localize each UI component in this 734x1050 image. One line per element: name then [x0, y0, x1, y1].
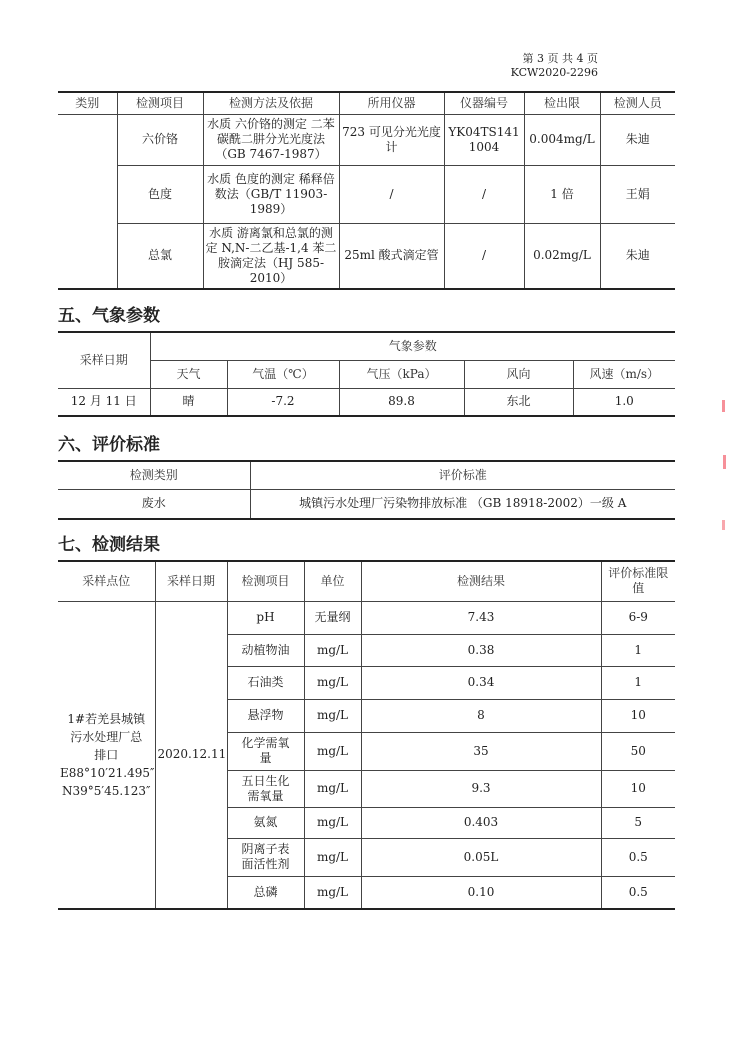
- header-wind-direction: 风向: [464, 360, 573, 388]
- unit-cell: mg/L: [304, 770, 361, 807]
- table-row: [58, 489, 675, 519]
- weather-table: [58, 331, 675, 417]
- result-cell: 0.403: [361, 807, 601, 838]
- result-cell: 9.3: [361, 770, 601, 807]
- table-row: [58, 165, 675, 223]
- header-test-category: 检测类别: [58, 461, 250, 489]
- header-pressure: 气压（kPa）: [339, 360, 464, 388]
- site-cell: [58, 601, 155, 909]
- header-wind-speed: 风速（m/s）: [573, 360, 675, 388]
- limit-cell: 50: [601, 732, 675, 770]
- header-sampling-site: 采样点位: [58, 561, 155, 601]
- code-cell: /: [444, 165, 524, 223]
- methods-header-row: [58, 92, 675, 114]
- weather-subheader-row: [58, 360, 675, 388]
- item-cell: 悬浮物: [227, 699, 304, 732]
- limit-cell: 0.5: [601, 876, 675, 909]
- result-cell: 35: [361, 732, 601, 770]
- instrument-cell: 723 可见分光光度计: [339, 114, 444, 165]
- header-temperature: 气温（℃）: [227, 360, 339, 388]
- item-cell: 化学需氧量: [227, 732, 304, 770]
- site-latitude: N39°5′45.123″: [61, 783, 151, 798]
- limit-cell: 10: [601, 770, 675, 807]
- site-name: 1#若羌县城镇污水处理厂总排口: [67, 711, 146, 762]
- date-cell: 2020.12.11: [155, 601, 227, 909]
- limit-cell: 10: [601, 699, 675, 732]
- result-cell: 0.05L: [361, 838, 601, 876]
- page-number: 第 3 页 共 4 页: [522, 52, 598, 65]
- weather-cell: 晴: [150, 388, 227, 416]
- limit-cell: 1: [601, 634, 675, 666]
- limit-cell: 0.02mg/L: [524, 223, 600, 289]
- unit-cell: mg/L: [304, 666, 361, 699]
- header-test-item: 检测项目: [227, 561, 304, 601]
- page-info: [511, 52, 598, 80]
- header-sampling-date: 采样日期: [58, 332, 150, 388]
- unit-cell: mg/L: [304, 732, 361, 770]
- item-cell: 色度: [117, 165, 203, 223]
- header-standard: 评价标准: [250, 461, 675, 489]
- unit-cell: 无量纲: [304, 601, 361, 634]
- result-cell: 0.10: [361, 876, 601, 909]
- header-sampling-date: 采样日期: [155, 561, 227, 601]
- item-cell: 阴离子表面活性剂: [227, 838, 304, 876]
- header-instrument-code: 仪器编号: [444, 92, 524, 114]
- item-cell: 总氯: [117, 223, 203, 289]
- table-row: [58, 601, 675, 634]
- person-cell: 王娟: [600, 165, 675, 223]
- method-cell: 水质 游离氯和总氯的测定 N,N-二乙基-1,4 苯二胺滴定法（HJ 585-2010）: [203, 223, 339, 289]
- result-cell: 0.34: [361, 666, 601, 699]
- unit-cell: mg/L: [304, 838, 361, 876]
- code-cell: YK04TS1411004: [444, 114, 524, 165]
- result-cell: 7.43: [361, 601, 601, 634]
- item-cell: 氨氮: [227, 807, 304, 838]
- header-result: 检测结果: [361, 561, 601, 601]
- header-inspector: 检测人员: [600, 92, 675, 114]
- header-method: 检测方法及依据: [203, 92, 339, 114]
- limit-cell: 6-9: [601, 601, 675, 634]
- section-title-standard: 六、评价标准: [58, 435, 160, 455]
- instrument-cell: 25ml 酸式滴定管: [339, 223, 444, 289]
- section-title-results: 七、检测结果: [58, 535, 160, 555]
- standard-table: [58, 460, 675, 520]
- method-cell: 水质 六价铬的测定 二苯碳酰二肼分光光度法（GB 7467-1987）: [203, 114, 339, 165]
- results-table: [58, 560, 675, 910]
- unit-cell: mg/L: [304, 699, 361, 732]
- result-cell: 0.38: [361, 634, 601, 666]
- category-cell: 废水: [58, 489, 250, 519]
- header-item: 检测项目: [117, 92, 203, 114]
- weather-header-row: [58, 332, 675, 360]
- header-detection-limit: 检出限: [524, 92, 600, 114]
- method-cell: 水质 色度的测定 稀释倍数法（GB/T 11903-1989）: [203, 165, 339, 223]
- site-longitude: E88°10′21.495″: [60, 765, 155, 780]
- item-cell: 五日生化需氧量: [227, 770, 304, 807]
- item-cell: 动植物油: [227, 634, 304, 666]
- results-header-row: [58, 561, 675, 601]
- item-cell: pH: [227, 601, 304, 634]
- unit-cell: mg/L: [304, 876, 361, 909]
- wind-direction-cell: 东北: [464, 388, 573, 416]
- temperature-cell: -7.2: [227, 388, 339, 416]
- standard-cell: 城镇污水处理厂污染物排放标准 （GB 18918-2002）一级 A: [250, 489, 675, 519]
- scan-mark: [723, 455, 726, 469]
- limit-cell: 1 倍: [524, 165, 600, 223]
- person-cell: 朱迪: [600, 223, 675, 289]
- instrument-cell: /: [339, 165, 444, 223]
- limit-cell: 1: [601, 666, 675, 699]
- table-row: [58, 223, 675, 289]
- limit-cell: 5: [601, 807, 675, 838]
- wind-speed-cell: 1.0: [573, 388, 675, 416]
- person-cell: 朱迪: [600, 114, 675, 165]
- scan-mark: [722, 520, 725, 530]
- code-cell: /: [444, 223, 524, 289]
- section-title-weather: 五、气象参数: [58, 306, 160, 326]
- unit-cell: mg/L: [304, 807, 361, 838]
- result-cell: 8: [361, 699, 601, 732]
- header-instrument: 所用仪器: [339, 92, 444, 114]
- header-limit: 评价标准限值: [601, 561, 675, 601]
- date-cell: 12 月 11 日: [58, 388, 150, 416]
- pressure-cell: 89.8: [339, 388, 464, 416]
- item-cell: 六价铬: [117, 114, 203, 165]
- unit-cell: mg/L: [304, 634, 361, 666]
- header-weather-group: 气象参数: [150, 332, 675, 360]
- category-cell: [58, 114, 117, 289]
- table-row: [58, 388, 675, 416]
- standard-header-row: [58, 461, 675, 489]
- scan-mark: [722, 400, 725, 412]
- report-number: KCW2020-2296: [510, 66, 598, 79]
- item-cell: 总磷: [227, 876, 304, 909]
- header-unit: 单位: [304, 561, 361, 601]
- header-weather: 天气: [150, 360, 227, 388]
- limit-cell: 0.5: [601, 838, 675, 876]
- methods-table: [58, 91, 675, 290]
- header-category: 类别: [58, 92, 117, 114]
- limit-cell: 0.004mg/L: [524, 114, 600, 165]
- item-cell: 石油类: [227, 666, 304, 699]
- table-row: [58, 114, 675, 165]
